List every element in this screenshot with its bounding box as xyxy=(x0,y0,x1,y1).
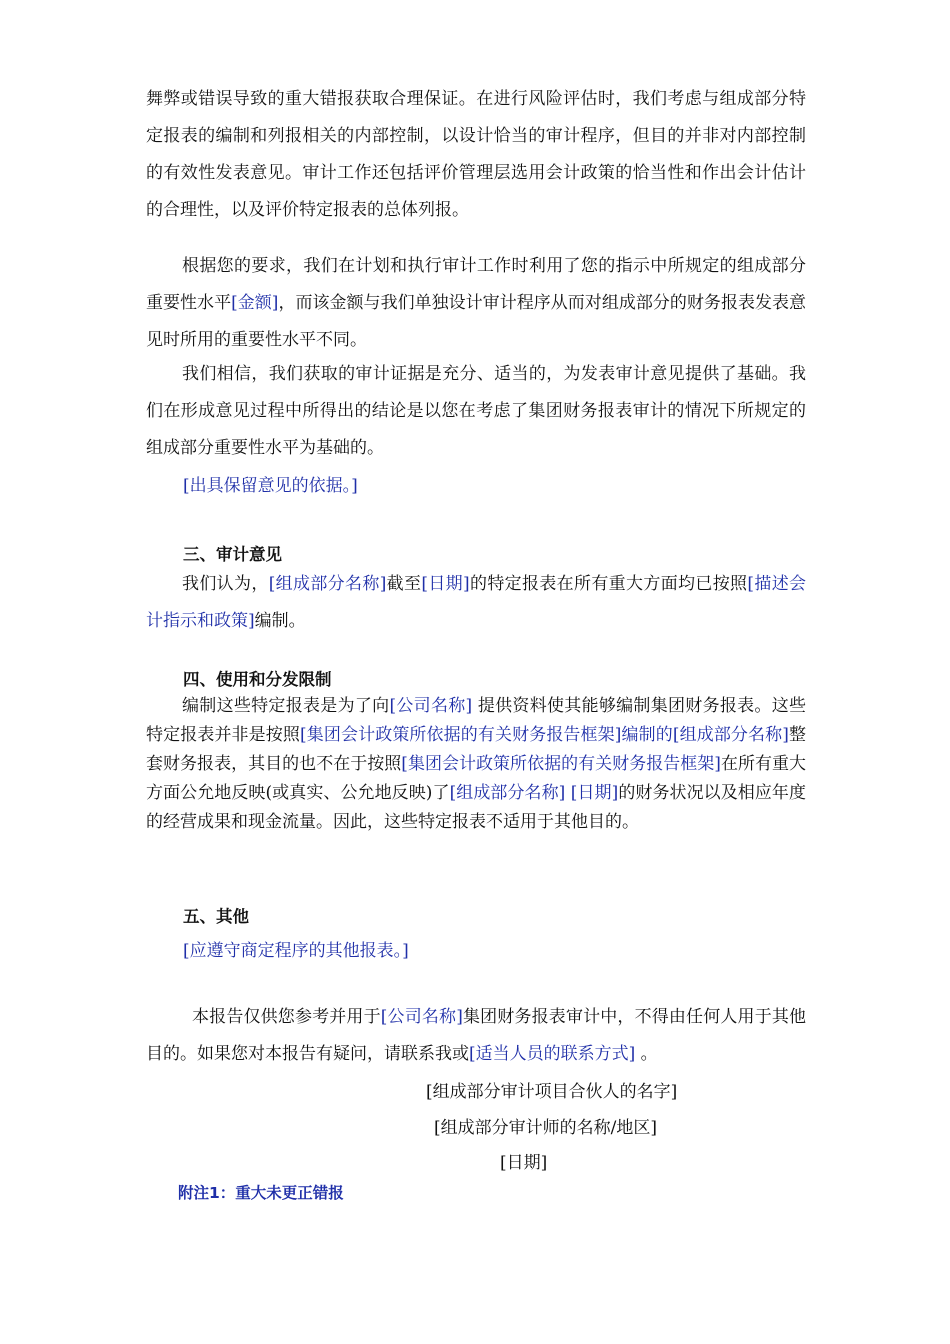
placeholder-contact: [适当人员的联系方式] xyxy=(469,1044,636,1064)
paragraph-text: 。 xyxy=(635,1044,658,1064)
signature-firm: [组成部分审计师的名称/地区] xyxy=(434,1118,657,1138)
paragraph-text: 本报告仅供您参考并用于 xyxy=(192,1007,381,1027)
paragraph-text: 编制这些特定报表是为了向 xyxy=(182,696,390,716)
paragraph-text: 我们相信，我们获取的审计证据是充分、适当的，为发表审计意见提供了基础。我们在形成意见过程中所得出的结论是以您在考虑了集团财务报表审计的情况下所规定的组成部分重要性水平为基础的。 xyxy=(146,364,806,458)
paragraph-text: ，而该金额与我们单独设计审计程序从而对组成部分的财务报表发表意见时所用的重要性水平不同。 xyxy=(146,293,807,350)
placeholder-other-statements: [应遵守商定程序的其他报表。] xyxy=(183,941,409,961)
paragraph-text: 我们认为， xyxy=(182,574,269,594)
paragraph-text: 的财务状况以及相应年度的经营成果和现金流量。因此，这些特定报表不适用于其他目的。 xyxy=(146,783,807,832)
paragraph-text: 提供资料使其能够编制集团财务报表。这些特定报表并非是按照 xyxy=(146,696,807,745)
appendix-note: 附注1：重大未更正错报 xyxy=(178,1184,344,1202)
paragraph-text: 根据您的要求，我们在计划和执行审计工作时利用了您的指示中所规定的组成部分重要性水平 xyxy=(146,256,806,313)
placeholder-company-name: [公司名称] xyxy=(380,1007,463,1027)
signature-partner: [组成部分审计项目合伙人的名字] xyxy=(426,1082,678,1102)
placeholder-framework: [集团会计政策所依据的有关财务报告框架] xyxy=(401,754,721,774)
placeholder-qualified-basis: [出具保留意见的依据。] xyxy=(183,476,358,496)
paragraph-restriction xyxy=(146,692,806,837)
placeholder-company-name: [公司名称] xyxy=(389,696,473,716)
paragraph-text: 舞弊或错误导致的重大错报获取合理保证。在进行风险评估时，我们考虑与组成部分特定报表的编制和列报相关的内部控制，以设计恰当的审计程序，但目的并非对内部控制的有效性发表意见。审计工作还包括评价管理层选用会计政策的恰当性和作出会计估计的合理性，以及评价特定报表的总体列报。 xyxy=(146,89,806,220)
paragraph-audit-scope xyxy=(146,81,806,229)
paragraph-text: 截至 xyxy=(386,574,422,594)
paragraph-audit-evidence xyxy=(146,356,806,467)
section-heading-other: 五、其他 xyxy=(183,907,249,926)
placeholder-component-name: [组成部分名称] xyxy=(268,574,387,594)
paragraph-audit-opinion xyxy=(146,566,806,640)
placeholder-accounting-policy: [描述会计指示和政策] xyxy=(146,574,807,631)
paragraph-materiality xyxy=(146,248,806,359)
placeholder-component-date: [组成部分名称] [日期] xyxy=(449,783,619,803)
paragraph-closing xyxy=(146,999,806,1073)
paragraph-text: 整套财务报表，其目的也不在于按照 xyxy=(146,725,807,774)
section-heading-restriction: 四、使用和分发限制 xyxy=(183,670,332,689)
paragraph-text: 在所有重大方面公允地反映(或真实、公允地反映)了 xyxy=(146,754,807,803)
placeholder-amount: [金额] xyxy=(231,293,279,313)
paragraph-text: 编制。 xyxy=(254,611,306,631)
section-heading-audit-opinion: 三、审计意见 xyxy=(183,545,282,564)
signature-date: [日期] xyxy=(500,1153,548,1173)
placeholder-framework: [集团会计政策所依据的有关财务报告框架]编制的[组成部分名称] xyxy=(300,725,789,745)
paragraph-text: 的特定报表在所有重大方面均已按照 xyxy=(469,574,748,594)
paragraph-text: 集团财务报表审计中，不得由任何人用于其他目的。如果您对本报告有疑问，请联系我或 xyxy=(146,1007,807,1064)
placeholder-date: [日期] xyxy=(421,574,470,594)
